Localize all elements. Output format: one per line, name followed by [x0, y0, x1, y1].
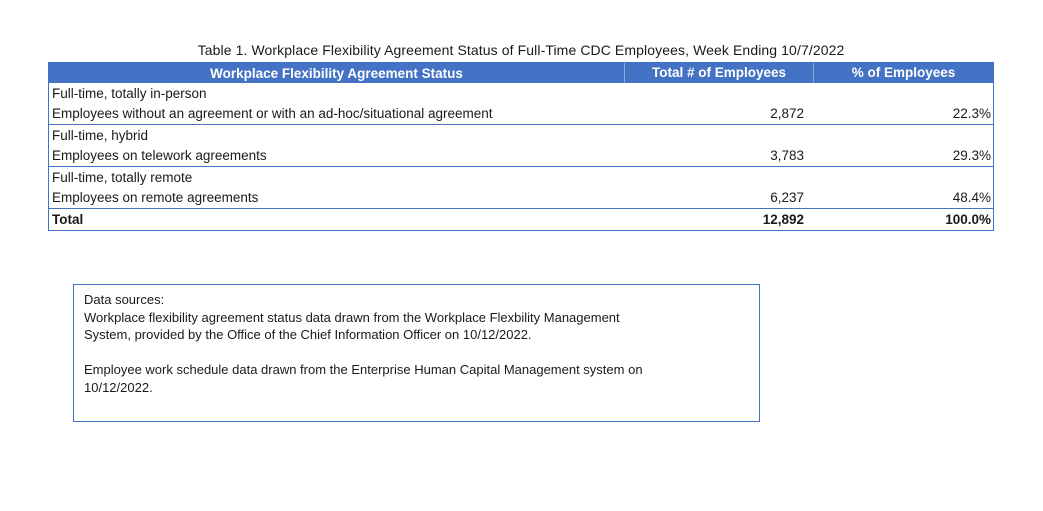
category-label: Full-time, hybrid	[52, 127, 149, 143]
sources-text-line: Workplace flexibility agreement status data drawn from the Workplace Flexbility Management	[84, 309, 620, 325]
total-cell: 3,783	[770, 148, 804, 164]
table-header-row	[49, 63, 993, 83]
description-cell: Employees without an agreement or with an ad-hoc/situational agreement	[52, 106, 493, 122]
category-row	[49, 83, 993, 104]
percent-cell: 48.4%	[952, 190, 991, 206]
table-row	[49, 104, 993, 125]
header-total: Total # of Employees	[624, 63, 813, 83]
category-row	[49, 125, 993, 146]
total-label: Total	[52, 211, 84, 227]
data-sources-box	[73, 284, 760, 422]
description-cell: Employees on telework agreements	[52, 148, 267, 164]
sources-text-line: 10/12/2022.	[84, 379, 153, 395]
percent-cell: 29.3%	[952, 148, 991, 164]
agreement-status-table	[48, 62, 994, 231]
header-percent: % of Employees	[813, 63, 993, 83]
header-status: Workplace Flexibility Agreement Status	[210, 65, 463, 81]
grand-percent-cell: 100.0%	[945, 211, 991, 227]
table-group-remote	[49, 166, 993, 208]
percent-cell: 22.3%	[952, 106, 991, 122]
table-row	[49, 188, 993, 209]
table-group-in-person	[49, 83, 993, 124]
total-row	[49, 208, 993, 230]
category-label: Full-time, totally in-person	[52, 85, 207, 101]
table-caption: Table 1. Workplace Flexibility Agreement Status of Full-Time CDC Employees, Week Ending 10/7/2022	[197, 42, 845, 58]
category-row	[49, 167, 993, 188]
description-cell: Employees on remote agreements	[52, 190, 259, 206]
sources-text-line: Employee work schedule data drawn from the Enterprise Human Capital Management system on	[84, 362, 643, 377]
total-cell: 2,872	[770, 106, 804, 122]
table-group-hybrid	[49, 124, 993, 166]
category-label: Full-time, totally remote	[52, 169, 193, 185]
table-row	[49, 146, 993, 167]
sources-text-line: System, provided by the Office of the Chief Information Officer on 10/12/2022.	[84, 327, 532, 342]
total-cell: 6,237	[770, 190, 804, 206]
sources-heading: Data sources:	[84, 292, 165, 307]
grand-total-cell: 12,892	[762, 211, 804, 227]
